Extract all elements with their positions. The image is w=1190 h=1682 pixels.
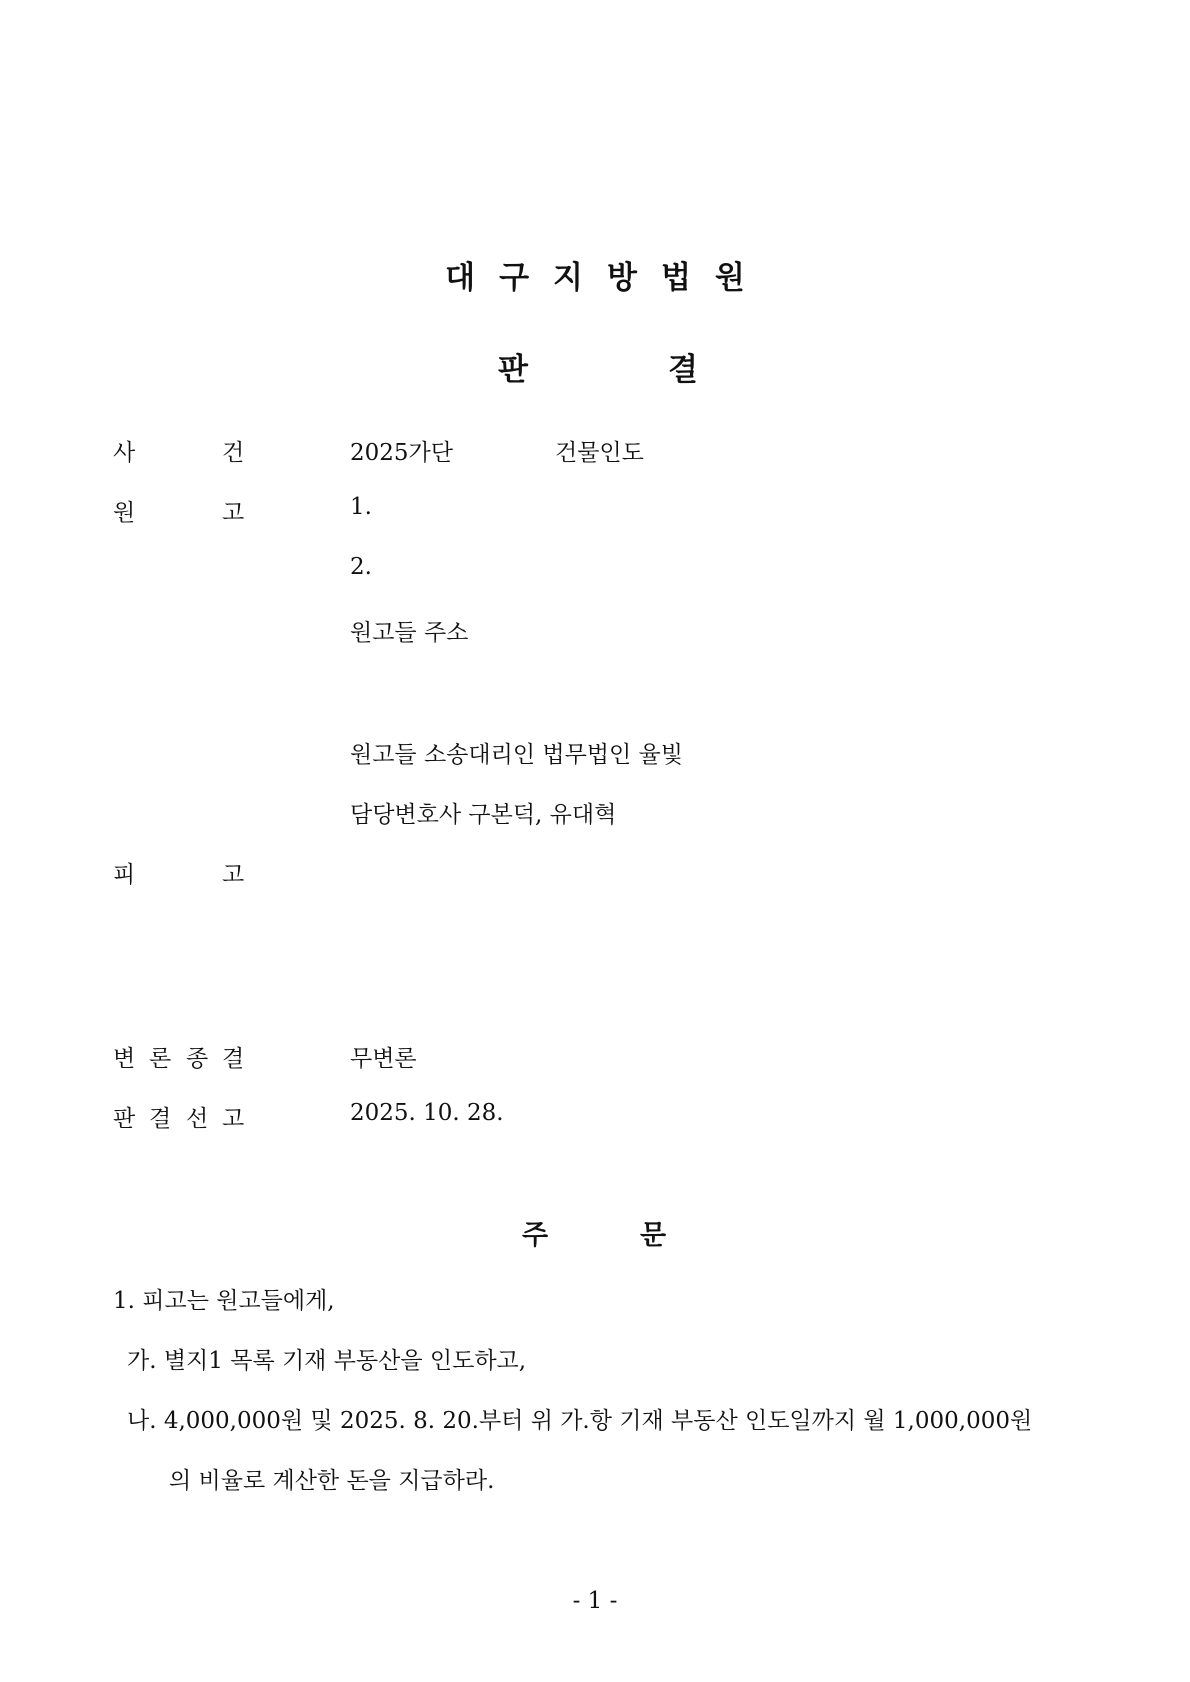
order-item-1: 1. 피고는 원고들에게, (113, 1288, 335, 1314)
closing-label-4: 결 (222, 1046, 245, 1072)
judgment-date-label-4: 고 (222, 1106, 245, 1132)
plaintiff-counsel: 원고들 소송대리인 법무법인 율빛 (350, 742, 683, 768)
plaintiff-item-1: 1. (350, 494, 372, 520)
order-title-right: 문 (640, 1220, 667, 1251)
closing-label-1: 변 (113, 1046, 136, 1072)
order-item-1b-line1: 나. 4,000,000원 및 2025. 8. 20.부터 위 가.항 기재 부동산 인도일까지 월 1,000,000원 (127, 1408, 1033, 1434)
judgment-date-label-3: 선 (186, 1106, 209, 1132)
judgment-date-label-2: 결 (149, 1106, 172, 1132)
closing-value: 무변론 (350, 1046, 417, 1072)
case-label-a: 사 (113, 440, 136, 466)
doc-title-right: 결 (668, 352, 698, 388)
closing-label-3: 종 (186, 1046, 209, 1072)
judgment-date-label-1: 판 (113, 1106, 136, 1132)
closing-label-2: 론 (149, 1046, 172, 1072)
defendant-label-a: 피 (113, 862, 136, 888)
order-title-left: 주 (522, 1220, 549, 1251)
order-item-1a: 가. 별지1 목록 기재 부동산을 인도하고, (127, 1348, 527, 1374)
defendant-label-b: 고 (222, 862, 245, 888)
case-number: 2025가단 (350, 440, 453, 466)
plaintiff-label-a: 원 (113, 500, 136, 526)
case-label-b: 건 (222, 440, 245, 466)
order-item-1b-line2: 의 비율로 계산한 돈을 지급하라. (169, 1468, 495, 1494)
plaintiff-attorneys: 담당변호사 구본덕, 유대혁 (350, 802, 617, 828)
judgment-date-value: 2025. 10. 28. (350, 1100, 504, 1126)
court-name: 대구지방법원 (445, 260, 769, 296)
doc-title-left: 판 (498, 352, 528, 388)
page-number: - 1 - (572, 1588, 618, 1614)
case-name: 건물인도 (555, 440, 644, 466)
plaintiff-item-2: 2. (350, 554, 372, 580)
plaintiff-address-label: 원고들 주소 (350, 620, 469, 646)
plaintiff-label-b: 고 (222, 500, 245, 526)
